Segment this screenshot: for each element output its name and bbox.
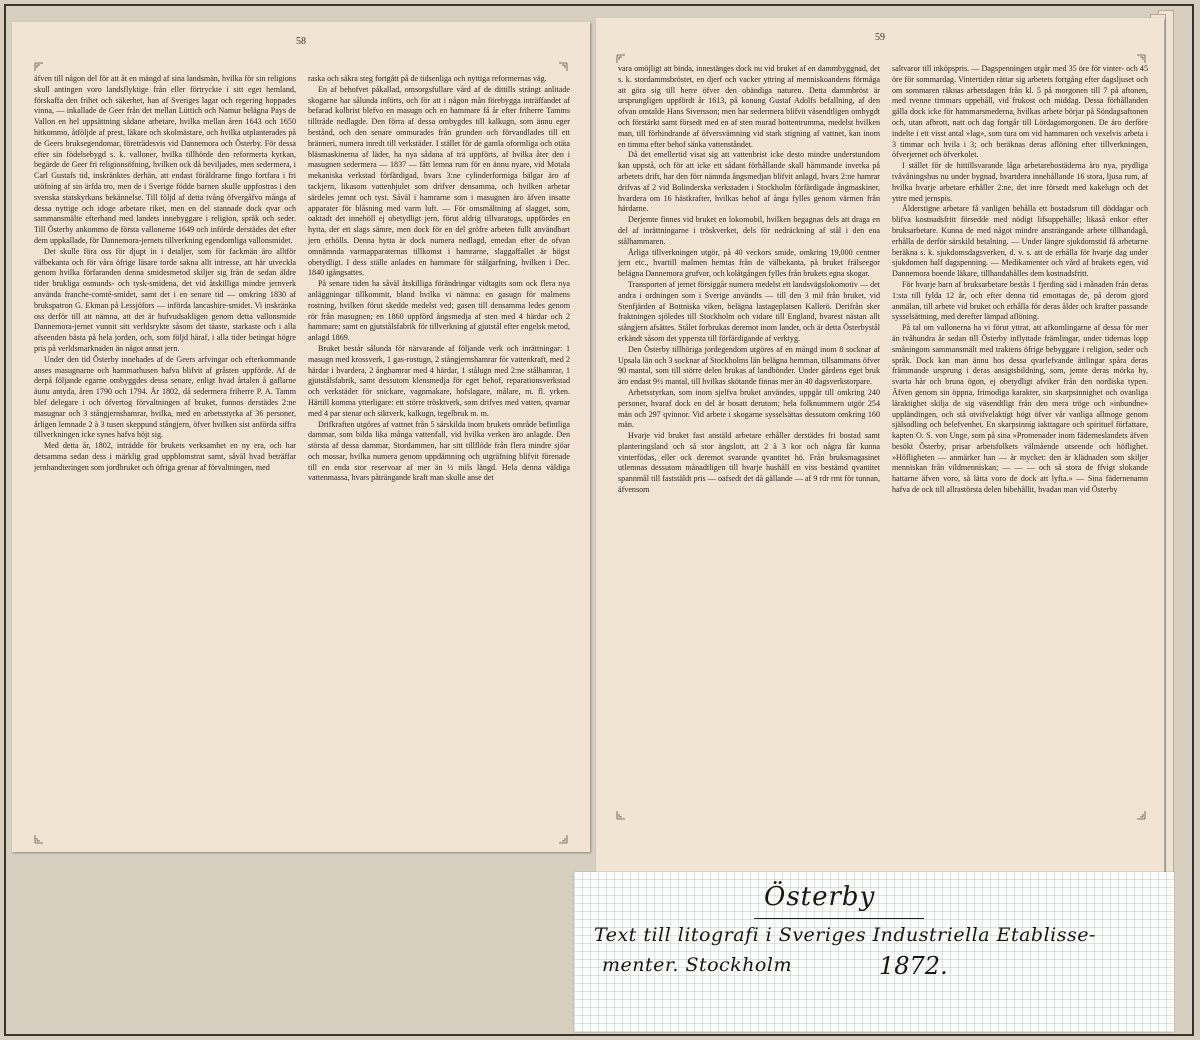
paragraph: I stället för de hittillsvarande låga arbetarebostäderna äro nya, prydliga tvåvåningshus nu under bygnad, hvartdera innehållande 16 stora, ljusa rum, af hvilka hvarje arbetare erhåller 2:ne, det inre försedt med kakelugn och det yttre med jernspis. [892, 161, 1148, 203]
paragraph: Transporten af jernet försiggår numera medelst ett landsvägslokomotiv — det andra i ordningen som i Sverige användts — till den 3 mil från bruket, vid Stenfjärden af Bottniska viken, belägna lastageplatsen Kallerö. Derifrån sker fraktningen sjöledes till Stockholm och vidare till England, hvarest nästan allt stångjern afsättes. Stålet forbrukas deremot inom landet, och är detta Österbystål erkändt såsom det yppersta till förfärdigande af verktyg. [618, 279, 880, 343]
note-line: menter. Stockholm [602, 954, 792, 976]
paragraph: Under den tid Österby innehades af de Geers arfvingar och efterkommande anses masugnarne och hammarhusen hafva blifvit af gråsten uppförde. Af de derpå följande egarne ombyggdes dessa senare, enligt hvad årtalen å gaflarne äunu antyda, åren 1790 och 1794. År 1802, då sedermera friherre P. A. Tamm blef delegare i och öfvertog förvaltningen af bruket, funnos derstädes 2:ne masugnar och 3 stångjernshamrar, hvilka, med en arbetsstyrka af 36 personer, årligen lemnade 2 à 3 tusen skeppund stångjern, öfver hvilken sist anförda siffra tillverkningen icke synes hafva höjt sig. [34, 354, 296, 440]
paragraph: För hvarje barn af bruksarbetare bestås 1 fjerding säd i månaden från deras 1:sta till fylda 12 år, och efter denna tid emottagas de, på derom gjord anmälan, till arbete vid bruket och erhålla för deras ålder och krafter passande sysselsättning, med derefter lämpad aflöning. [892, 279, 1148, 322]
paragraph: Bruket består sålunda för närvarande af följande verk och inrättningar: 1 masugn med krossverk, 1 gas-rostugn, 2 stångjernshamrar för vattenkraft, med 2 härdar i hvardera, 2 ånghamrar med 4 härdar, 1 stålugn med 2:ne stålhamrar, 1 gjutstålsfabrik, samt dessutom klensmedja för eget behof, reparationsverkstad och verkstäder för snickare, vagnmakare, hofslagare, målare, m. fl. yrken. Härtill komma ytterligare: ett större trösktverk, som drifves med vatten, qvarnar med 4 par stenar och siktverk, kalkugn, tegelbruk m. m. [308, 343, 570, 418]
note-year: 1872. [879, 952, 948, 980]
paragraph: Hvarje vid bruket fast anstäld arbetare erhåller derstädes fri bostad samt planteringsland och så stor ängslott, att 2 à 3 kor och några får kunna vinterfödas, eller ock deremot svarande qvantitet hö. Från bruksmagasinet utlemnas dessutom månadtligen till hvarje hushåll en viss bestämd qvantitet spannmål till faststäldt pris — oafsedt det då gällande — af 9 rdr rmt för tunnan, äfvensom [618, 431, 880, 495]
paragraph: äfven till någon del för att åt en mängd af sina landsmän, hvilka för sin religions skull antingen voro landsflyktige från eller förtryckte i sitt eget hemland, förskaffa den frihet och säkerhet, han af Sveriges lagar och regering hoppades vinna, — inkallade de Geer från det mellan Lüttich och Namur belägna Pays de Vallon en hel uppsättning sådane arbetare, hvilka mellan åren 1643 och 1650 hitkommo, åtföljde af prest, läkare och skolmästare, och hvilka utplanterades på de Geers bruksegendomar, företrädesvis vid Dannemora och Österby. För dessa efter sin födelsebygd s. k. valloner, hvilka tillhörde den reformerta kyrkan, begärde de Geer fri religionsöfning, hvilken ock då beviljades, men sedermera, i Carl Gustafs tid, inskränktes derhän, att endast föräldrarne fingo fortfara i fri utöfning af sin ärfda tro, men de i Sverige födde barnen skulle uppfostras i den svenska statskyrkans bekännelse. Till följd af detta tvång öfvergåfvo många af dessa nyttige och idoge arbetare riket, men en del stannade dock qvar och sammansmälte efterhand med landets innebyggare i religion, språk och seder. Till Österby ankommo de första vallonerne 1649 och införde derstädes det efter dem uppkallade, för Dannemora-jernets tillverkning egendomliga vallonsmidet. [34, 74, 296, 245]
page-left [12, 22, 590, 852]
paragraph: Ålderstigne arbetare få vanligen behålla ett bostadsrum till döddagar och blifva kostnadsfritt försedde med nödigt lifsuppehälle; likaså enkor efter bruksarbetare. Kunna de med något mindre ansträngande arbete tillhandagå, erhålla de derför särskild betalning. — Under längre sjukdomstid få arbetarne beräkna s. k. sjukdomsdagsverken, d. v. s. att de erhålla för hvarje dag under sjukdomen half dagspenning. — Medikamenter och vård af brukets egen, vid Dannemora boende läkare, tillhandahålles dem kostnadsfritt. [892, 204, 1148, 279]
corner-ornament-icon [616, 810, 626, 820]
paragraph: Derjemte finnes vid bruket en lokomobil, hvilken begagnas dels att draga en del af inrättningarne i tröskverket, dels för nedräckning af stål i den ena stålhammaren. [618, 215, 880, 246]
corner-ornament-icon [34, 834, 44, 844]
page-number: 59 [875, 32, 885, 43]
paragraph: Arbetsstyrkan, som inom sjelfva bruket användes, uppgår till omkring 240 personer, hvaraf dock en del är bosatt derutom; hela folknummern utgör 254 män och 297 qvinnor. Vid arbete i skogarne sysselsättas dessutom omkring 160 män. [618, 387, 880, 430]
corner-ornament-icon [616, 54, 626, 64]
note-underline [754, 918, 924, 919]
paragraph: Drifkraften utgöres af vattnet från 5 särskilda inom brukets område befintliga dammar, som bilda lika många vattenfall, vid hvilka verken äro anlagde. Den största af dessa dammar, Stordammen, har sitt tillflöde från flera mindre sjöar och mossar, hvilka numera genom uppdämning och utgräfning blifvit förenade till en enda stor reservoar af mer än ½ mils längd. Hela denna väldiga vattenmassa, hvars påträngande kraft man skulle anse det [308, 419, 570, 483]
corner-ornament-icon [1136, 810, 1146, 820]
paragraph: På tal om vallonerna ha vi förut yttrat, att afkomlingarne af dessa för mer än tvåhundra år sedan till Österby inflyttade främlingar, under tidernas lopp småningom sammansmält med traktens öfrige bebyggare i religion, seder och språk. Dock kan man ännu hos dessa qvarlefvande ättlingar spåra deras främmande ursprung i deras ansigtsbildning, som, jemte deras mörka hy, svarta hår och bruna ögon, ej obetydligt afviker från den nordiska typen. Äfven genom sin öppna, frimodiga karakter, sin skarpsinnighet och ovanliga läraktighet skilja de sig väsendtligt från den mera tröge och »inbundne» uppländingen, och stå otvifvelaktigt högt öfver vår vanliga allmoge genom själsodling och belefvenhet. En skarpsinnig iakttagare och spirituel författare, kapten O. S. von Unge, som på sina »Promenader inom fäderneslandets äfven besökt Österby, prisar arbetsfolkets välmående utseende och höflighet. »Höfligheten — anmärker han — är mycket: den är klädnaden som skiljer menniskan från vildmenniskan; — — — och så stora de ffvigt slokande hattarne äfven voro, så lätta voro de dock att lyfta.» — Sina fädernenamn hafva de ock till allrastörsta delen bibehållit, hvadan man vid Österby [892, 323, 1148, 495]
page-right [596, 18, 1164, 872]
text-column-2 [308, 74, 570, 834]
page-number: 58 [296, 36, 306, 47]
corner-ornament-icon [558, 62, 568, 72]
paragraph: Med detta år, 1802, inträdde för brukets verksamhet en ny era, och har detsamma sedan dess i märklig grad uppblomstrat samt, såväl hvad beträffar jernhandteringen som jordbruket och öfriga grenar af förvaltningen, med [34, 441, 296, 472]
corner-ornament-icon [558, 834, 568, 844]
corner-ornament-icon [34, 62, 44, 72]
paragraph: vara omöjligt att binda, innestänges dock nu vid bruket af en dammbyggnad, det s. k. stordammsbröstet, en djerf och vacker yttring af menniskoandens förmåga att göra sig till herre öfver den obändiga naturen. Detta dammbröst är ursprungligen uppfördt år 1613, på konung Gustaf Adolfs befallning, af den ofvan omtalde Hans Siversson; men har sedermera blifvit väsendtligen ombygdt och förstärkt samt försedt med en af sten murad bottentrumma, medelst hvilken man, till förhindrande af öfversvämning vid stark stigning af vattnet, kan inom en timma efter behof sänka vattenståndet. [618, 64, 880, 149]
paragraph: På senare tiden ha såväl åtskilliga förändringar vidtagits som ock flera nya anläggningar tillkommit, bland hvilka vi nämna: en gasugn för malmens rostning, hvilken förut skedde medelst ved; gasen till densamma ledes genom rör från masugnen; en 1860 uppförd ångsmedja af sten med 4 härdar och 2 hammare; samt en gjutstålsfabrik för tillverkning af gjutstål efter engelsk metod, anlagd 1869. [308, 279, 570, 343]
note-title: Österby [764, 882, 876, 912]
paragraph: En af behofvet påkallad, omsorgsfullare vård af de dittills strängt anlitade skogarne har sålunda införts, och för att i någon mån förebygga inträffandet af befarad kolbrist blefvo en masugn och en hammare få år efter friherre Tamms tillträde nedlagde. Den förra af dessa ombygdes till kalkugn, som ännu eger bestånd, och den senare ommurades från grunden och förvandlades till ett bränneri, numera inredt till verkstäder. I stället för de gamla oformliga och otäta bläsmaskinerna af läder, ha nya sådana af trä uppförts, af hvilka åter den i masugnen sedermera — 1837 — fått lemna rum för en ännu nyare, vid Motala mekaniska verkstad förfärdigad, hvars 3:ne cylinderformiga bälgar äro af tackjern, likasom vattenhjulet som drifver densamma, och hvilken arbetar särdeles jemnt och tyst. Såväl i hamrarne som i masugnen äro äfven insatte apparater för blåsning med varm luft. — För omsmältning af slagget, som, oaktadt det innehöll ej obetydligt jern, förut aldrig tillvaratogs, uppfördes en hytta, der ett slags sämre, men dock för en del gröfre arbeten fullt användbart jern erhölls. Denna hytta är dock numera nedlagd, emedan efter de ofvan omnämnda varmapparaternas tillkomst i hamrarne, slaggaffallet är högst obetydligt. I dess ställe anlades en hammare för stålgarfning, hvilken i Dec. 1840 igångsattes. [308, 84, 570, 278]
paragraph: Det skulle föra oss för djupt in i detaljer, som för fackmän äro alltför välbekanta och för våra öfrige läsare torde sakna allt intresse, att här utveckla genom hvilka förfaranden denna smidesmetod skiljer sig från de sedan äldre tider brukliga osmunds- och tysk-smidena, det vid åtskilliga mindre jernverk använda franche-comté-smidet, samt det i en senare tid — omkring 1830 af brukspatron G. Ekman på Lessjöfors — införda lancashire-smidet. Vi inskränka oss derför till att nämna, att det är hufvudsakligen genom detta vallonsmide Dannemora-jernet vunnit sitt verldsrykte såsom det täaste, starkaste och i alla afseenden bästa på hela jorden, och, som följd häraf, i alla tider betingat högre pris på verldsmarknaden än något annat jern. [34, 246, 296, 353]
text-column-2 [892, 64, 1148, 808]
corner-ornament-icon [1136, 54, 1146, 64]
note-line: Text till litografi i Sveriges Industriella Etablisse- [594, 924, 1096, 946]
handwritten-note-card [574, 872, 1174, 1032]
text-column-1 [618, 64, 880, 808]
paragraph: saltvaror till inköpspris. — Dagspenningen utgår med 35 öre för vinter- och 45 öre för sommardag. Vintertiden rättar sig arbetets fortgång efter dagsljuset och om sommaren räknas arbetsdagen från kl. 5 på morgonen till 7 på aftonen, med tvenne timmars uppehåll, vid frukost och middag. Dessa förhållanden gälla dock icke för hammarsmederna, hvilkas arbete börjar på Söndagsaftonen och, utan afbrott, natt och dag fortgår till Lördagsmorgonen. De äro derföre indelte i ett visst antal »lag», som tura om vid hammaren och vexelvis arbeta i 3 timmar och hvila i 3; och beräknas deras aflöning efter tillverkningen, öfverjernet och öfverkolet. [892, 64, 1148, 160]
paragraph: raska och säkra steg fortgått på de tidsenliga och nyttiga reformernas väg. [308, 74, 547, 83]
paragraph: Då det emellertid visat sig att vattenbrist icke desto mindre understundom kan uppstå, och för att icke ett sådant förhållande skall hämmande inverka på arbetets drift, har den förr nämnda ångsmedjan blifvit anlagd, hvars 2:ne hamrar drifvas af 2 vid Bolinderska verkstaden i Stockholm förfärdigade ångmaskiner, hvardera om 16 hästkrafter, hvilkas behof af ånga fylles genom värmen från härdarne. [618, 150, 880, 214]
paragraph: Årliga tillverkningen utgör, på 40 veckors smide, omkring 19,000 centner jern etc., hvartill malmen hemtas från de välbekanta, på bruket frälseegor belägna Dannemora grufvor, och kolåtgången fylles från brukets egna skogar. [618, 247, 880, 279]
paragraph: Den Österby tillhöriga jordegendom utgöres af en mängd inom 8 socknar af Upsala län och 3 socknar af Stockholms län belägna hemman, tillsammans öfver 90 mantal, som till större delen brukas af landbönder. Under gårdens eget bruk äro endast 9½ mantal, till hvilkas skötande finnas mer än 40 dagsverkstorpare. [618, 344, 880, 387]
text-column-1 [34, 74, 296, 834]
